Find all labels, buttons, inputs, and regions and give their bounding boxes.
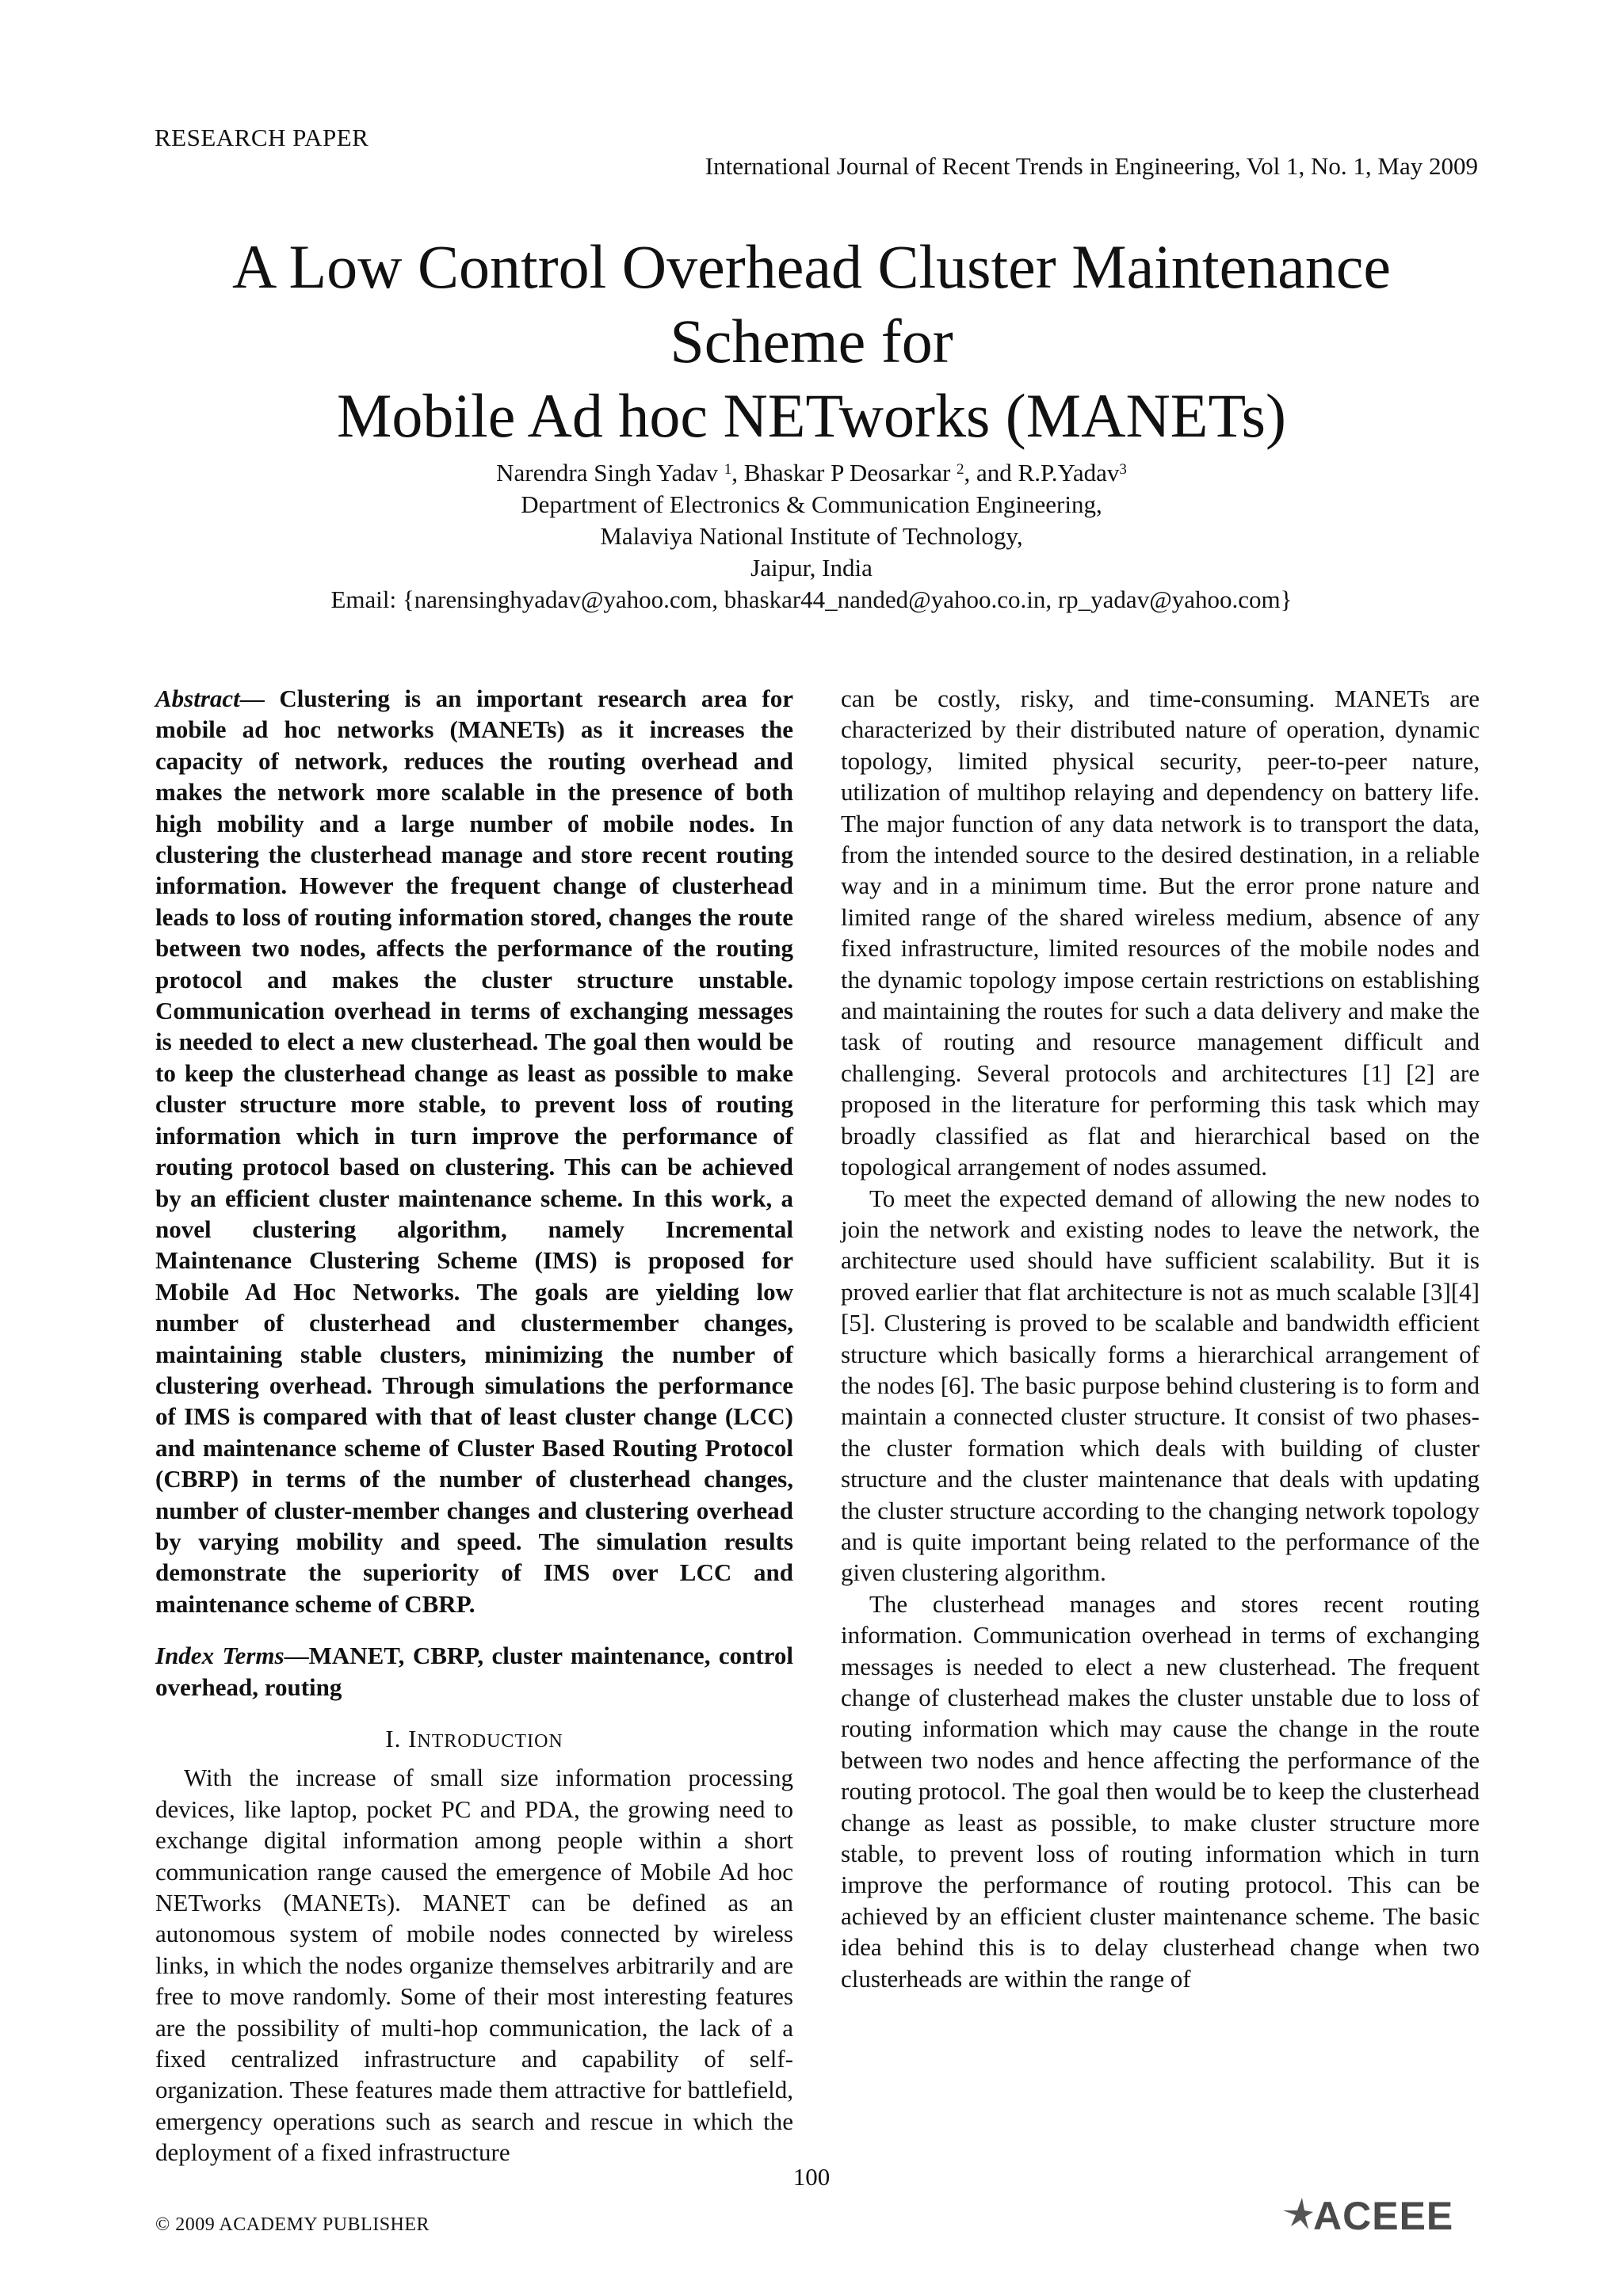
index-terms-text: —MANET, CBRP, cluster maintenance, control overhead, routing bbox=[155, 1642, 793, 1701]
author-1-affil: 1 bbox=[724, 461, 732, 478]
email-line: Email: {narensinghyadav@yahoo.com, bhaskar44_nanded@yahoo.co.in, rp_yadav@yahoo.com} bbox=[330, 585, 1293, 613]
title-line-3: Mobile Ad hoc NETworks (MANETs) bbox=[337, 381, 1286, 450]
department: Department of Electronics & Communication Engineering, bbox=[521, 490, 1102, 518]
author-names bbox=[0, 457, 1623, 489]
intro-paragraph-1-continued: can be costly, risky, and time-consuming. MANETs are characterized by their distributed nature of operation, dynamic topology, limited physical security, peer-to-peer nature, utilization of multihop relaying and dependency on battery life. The major function of any data network is to transport the data, from the intended source to the desired destination, in a reliable way and in a minimum time. But the error prone nature and limited range of the shared wireless medium, absence of any fixed infrastructure, limited resources of the mobile nodes and the dynamic topology impose certain restrictions on establishing and maintaining the routes for such a data delivery and make the task of routing and resource management difficult and challenging. Several protocols and architectures [1] [2] are proposed in the literature for performing this task which may broadly classified as flat and hierarchical based on the topological arrangement of nodes assumed. bbox=[841, 685, 1480, 1181]
author-3: , and R.P.Yadav bbox=[964, 459, 1120, 486]
abstract-text: — Clustering is an important research area for mobile ad hoc networks (MANETs) as it increases the capacity of network, reduces the routing overhead and makes the network more scalable in the presence of both high mobility and a large number of mobile nodes. In clustering the clusterhead manage and store recent routing information. However the frequent change of clusterhead leads to loss of routing information stored, changes the route between two nodes, affects the performance of the routing protocol and makes the cluster structure unstable. Communication overhead in terms of exchanging messages is needed to elect a new clusterhead. The goal then would be to keep the clusterhead change as least as possible to make cluster structure more stable, to prevent loss of routing information which in turn improve the performance of routing protocol based on clustering. This can be achieved by an efficient cluster maintenance scheme. In this work, a novel clustering algorithm, namely Incremental Maintenance Clustering Scheme (IMS) is proposed for Mobile Ad Hoc Networks. The goals are yielding low number of clusterhead and clustermember changes, maintaining stable clusters, minimizing the number of clustering overhead. Through simulations the performance of IMS is compared with that of least cluster change (LCC) and maintenance scheme of Cluster Based Routing Protocol (CBRP) in terms of the number of clusterhead changes, number of cluster-member changes and clustering overhead by varying mobility and speed. The simulation results demonstrate the superiority of IMS over LCC and maintenance scheme of CBRP. bbox=[155, 685, 793, 1618]
page-number: 100 bbox=[792, 2163, 831, 2191]
location: Jaipur, India bbox=[750, 554, 873, 582]
author-2-affil: 2 bbox=[957, 461, 964, 478]
star-icon bbox=[1278, 2193, 1313, 2237]
abstract-lead: Abstract bbox=[155, 685, 240, 712]
section-heading-introduction: I. INTRODUCTION bbox=[385, 1725, 563, 1753]
journal-citation: International Journal of Recent Trends in Engineering, Vol 1, No. 1, May 2009 bbox=[705, 152, 1478, 180]
abstract bbox=[155, 683, 793, 1619]
index-terms bbox=[155, 1640, 793, 1703]
intro-paragraph-2: To meet the expected demand of allowing the new nodes to join the network and existing nodes to leave the network, the architecture used should have sufficient scalability. But it is proved earlier that flat architecture is not as much scalable [3][4][5]. Clustering is proved to be scalable and bandwidth efficient structure which basically forms a hierarchical arrangement of the nodes [6]. The basic purpose behind clustering is to form and maintain a connected cluster structure. It consist of two phases- the cluster formation which deals with building of cluster structure and the cluster maintenance that deals with updating the cluster structure according to the changing network topology and is quite important being related to the performance of the given clustering algorithm. bbox=[841, 1184, 1480, 1587]
right-column bbox=[841, 683, 1480, 1994]
index-terms-lead: Index Terms bbox=[155, 1642, 285, 1670]
intro-paragraph-1: With the increase of small size information processing devices, like laptop, pocket PC and PDA, the growing need to exchange digital information among people within a short communication range caused the emergence of Mobile Ad hoc NETworks (MANETs). MANET can be defined as an autonomous system of mobile nodes connected by wireless links, in which the nodes organize themselves arbitrarily and are free to move randomly. Some of their most interesting features are the possibility of multi-hop communication, the lack of a fixed centralized infrastructure and capability of self-organization. These features made them attractive for battlefield, emergency operations such as search and rescue in which the deployment of a fixed infrastructure bbox=[155, 1764, 793, 2167]
title-line-1: A Low Control Overhead Cluster Maintenance bbox=[231, 232, 1392, 301]
running-header-label: RESEARCH PAPER bbox=[155, 124, 369, 151]
aceee-logo bbox=[1278, 2193, 1472, 2237]
title-line-2: Scheme for bbox=[670, 307, 953, 376]
institution: Malaviya National Institute of Technology, bbox=[600, 522, 1023, 550]
author-2: , Bhaskar P Deosarkar bbox=[731, 459, 957, 486]
publisher-copyright: © 2009 ACADEMY PUBLISHER bbox=[155, 2214, 430, 2235]
logo-text: ACEEE bbox=[1313, 2194, 1454, 2238]
paper-title bbox=[0, 230, 1623, 453]
author-3-affil: 3 bbox=[1119, 461, 1127, 478]
intro-paragraph-3: The clusterhead manages and stores recent routing information. Communication overhead in terms of exchanging messages is needed to elect a new clusterhead. The frequent change of clusterhead makes the cluster unstable due to loss of routing information which may cause the change in the route between two nodes and hence affecting the performance of the routing protocol. The goal then would be to keep the clusterhead change as least as possible, to make cluster structure more stable, to prevent loss of routing information which in turn improve the performance of routing protocol. This can be achieved by an efficient cluster maintenance scheme. The basic idea behind this is to delay clusterhead change when two clusterheads are within the range of bbox=[841, 1589, 1480, 1993]
author-1: Narendra Singh Yadav bbox=[496, 459, 724, 486]
author-block bbox=[0, 457, 1623, 616]
left-column bbox=[155, 683, 793, 2168]
